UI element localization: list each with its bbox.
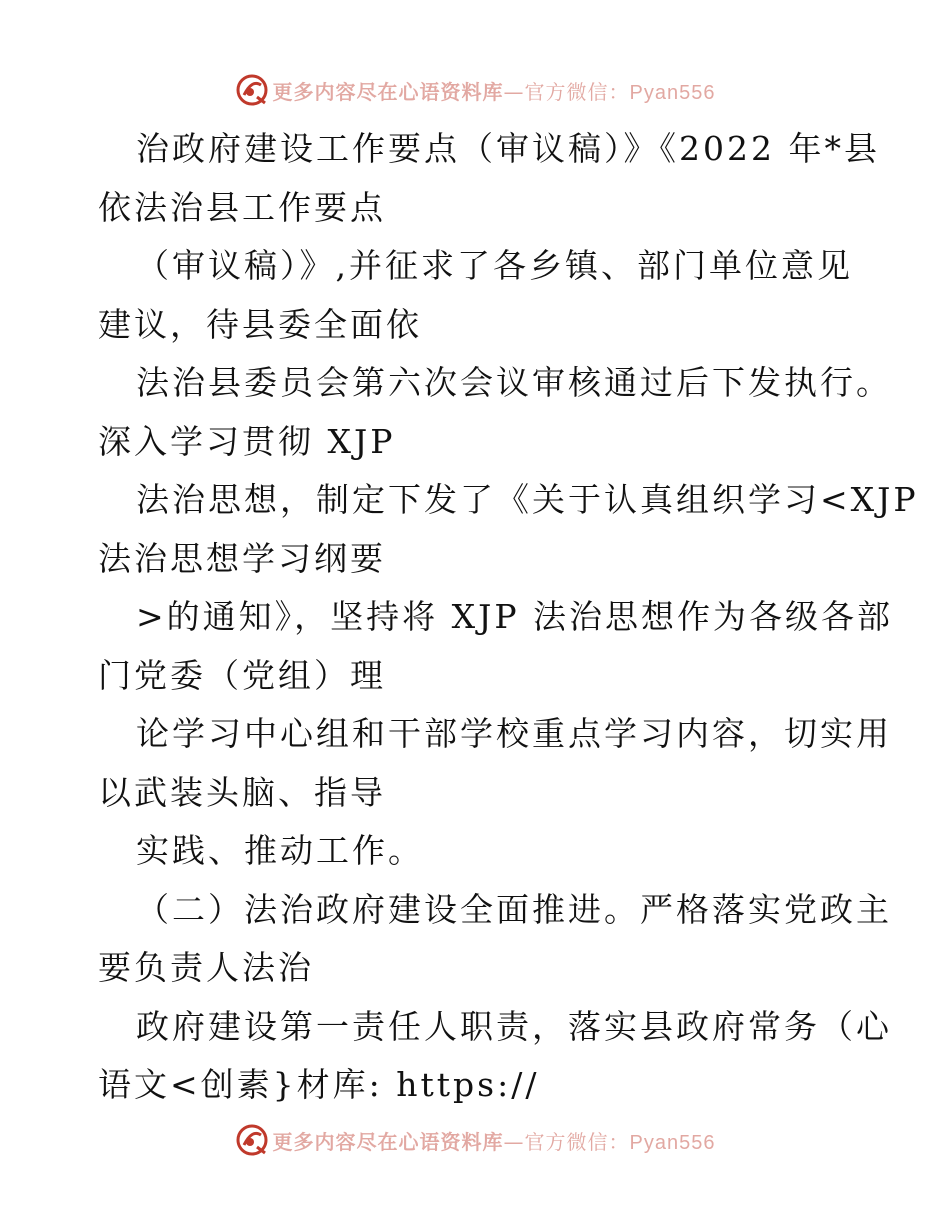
watermark-wechat-label: 官方微信： xyxy=(524,79,630,104)
watermark-brand-text: 更多内容尽在心语资料库 xyxy=(272,1129,504,1154)
watermark-separator: — xyxy=(503,79,525,104)
text-line: 法治思想，制定下发了《关于认真组织学习<XJP xyxy=(136,480,919,519)
brand-logo-icon xyxy=(235,1123,269,1157)
text-line: 深入学习贯彻 XJP xyxy=(98,421,396,461)
watermark-wechat-label: 官方微信： xyxy=(524,1129,630,1154)
watermark-brand-text: 更多内容尽在心语资料库 xyxy=(272,79,504,104)
text-line: （审议稿）》,并征求了各乡镇、部门单位意见 xyxy=(136,246,853,285)
text-line: 政府建设第一责任人职责，落实县政府常务（心 xyxy=(136,1006,892,1046)
header-watermark xyxy=(0,70,950,110)
watermark-wechat-id: Pyan556 xyxy=(629,81,716,104)
text-line: 门党委（党组）理 xyxy=(98,655,386,695)
text-line: 法治思想学习纲要 xyxy=(98,538,386,578)
brand-logo-icon xyxy=(235,73,269,107)
text-line: 以武装头脑、指导 xyxy=(98,772,386,812)
text-line: 要负责人法治 xyxy=(98,948,314,987)
text-line: （二）法治政府建设全面推进。严格落实党政主 xyxy=(136,889,892,929)
text-line: 法治县委员会第六次会议审核通过后下发执行。 xyxy=(136,363,892,402)
watermark-wechat-id: Pyan556 xyxy=(629,1131,716,1154)
document-body xyxy=(98,120,919,1115)
text-line: 语文<创素}材库: https:// xyxy=(98,1065,540,1104)
text-line: 治政府建设工作要点（审议稿）》《2022 年*县 xyxy=(136,129,880,168)
text-line: 依法治县工作要点 xyxy=(98,187,386,227)
watermark-separator: — xyxy=(503,1129,525,1154)
text-line: 论学习中心组和干部学校重点学习内容，切实用 xyxy=(136,714,892,753)
text-line: 实践、推动工作。 xyxy=(136,831,424,870)
text-line: 建议，待县委全面依 xyxy=(98,304,422,344)
text-line: >的通知》，坚持将 XJP 法治思想作为各级各部 xyxy=(136,597,894,636)
footer-watermark xyxy=(0,1120,950,1160)
